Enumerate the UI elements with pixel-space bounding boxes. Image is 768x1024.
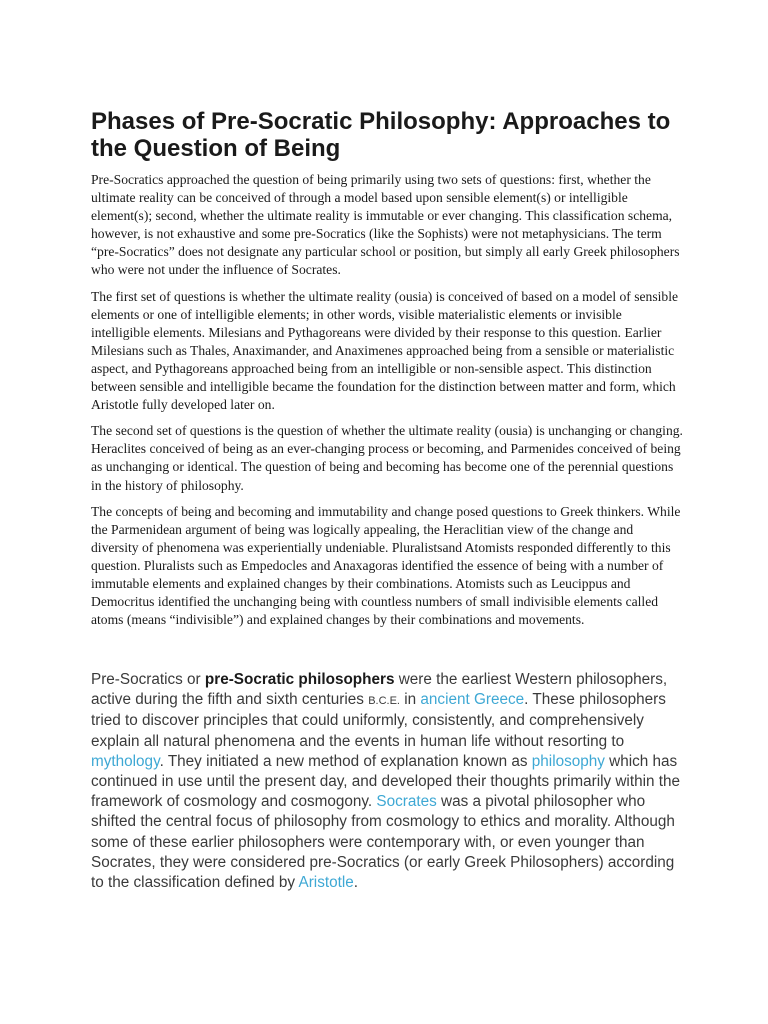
intro-text: . xyxy=(353,874,359,892)
link-mythology[interactable]: mythology xyxy=(91,752,160,770)
intro-text: was a pivotal philosopher who shifted the central focus of philosophy from cosmology to ethics and morality. Although some of these earlier philosophers were contemporary with, or even younger than Socrates, they were considered pre-Socratics (or early Greek Philosophers) according to the classification defined by xyxy=(91,793,675,892)
intro-text: . These philosophers tried to discover principles that could uniformly, consistently, and comprehensively explain all natural phenomena and the events in human life without resorting to xyxy=(91,691,666,750)
intro-text: Pre-Socratics or xyxy=(91,671,205,688)
link-aristotle[interactable]: Aristotle xyxy=(298,874,354,892)
intro-bold-term: pre-Socratic philosophers xyxy=(204,671,395,688)
link-ancient-greece[interactable]: ancient Greece xyxy=(420,691,525,709)
intro-text: . They initiated a new method of explanation known as xyxy=(159,752,532,770)
era-label: B.C.E. xyxy=(368,695,400,708)
link-philosophy[interactable]: philosophy xyxy=(531,752,605,770)
paragraph-4: The concepts of being and becoming and immutability and change posed questions to Greek thinkers. While the Parmenidean argument of being was logically appealing, the Heraclitian view of the change and diversity of phenomena was experientially undeniable. Pluralistsand Atomists responded differently to this question. Pluralists such as Empedocles and Anaxagoras identified the essence of being with a number of immutable elements and explained changes by their combinations. Atomists such as Leucippus and Democritus identified the unchanging being with countless numbers of small indivisible elements called atoms (means “indivisible”) and explained changes by their combinations and movements. xyxy=(91,503,681,628)
link-socrates[interactable]: Socrates xyxy=(376,793,437,811)
intro-paragraph xyxy=(91,670,691,893)
paragraph-3: The second set of questions is the question of whether the ultimate reality (ousia) is unchanging or changing. Heraclites conceived of being as an ever-changing process or becoming, and Parmenides conceived of being as unchanging or identical. The question of being and becoming has become one of the perennial questions in the history of philosophy. xyxy=(91,423,683,493)
intro-text: in xyxy=(400,691,421,709)
intro-text: which has continued in use until the present day, and developed their thoughts primarily within the framework of cosmology and cosmogony. xyxy=(91,752,681,811)
article-title: Phases of Pre-Socratic Philosophy: Approaches to the Question of Being xyxy=(91,108,671,162)
paragraph-1: Pre-Socratics approached the question of being primarily using two sets of questions: first, whether the ultimate reality can be conceived of through a model based upon sensible element(s) or intelligible element(s); second, whether the ultimate reality is immutable or ever changing. This classification schema, however, is not exhaustive and some pre-Socratics (like the Sophists) were not metaphysicians. The term “pre-Socratics” does not designate any particular school or position, but simply all early Greek philosophers who were not under the influence of Socrates. xyxy=(91,172,680,278)
intro-text: were the earliest Western philosophers, active during the fifth and sixth centuries xyxy=(91,671,668,709)
paragraph-2: The first set of questions is whether the ultimate reality (ousia) is conceived of based on a model of sensible elements or one of intelligible elements; in other words, visible materialistic elements or invisible intelligible elements. Milesians and Pythagoreans were divided by their response to this question. Earlier Milesians such as Thales, Anaximander, and Anaximenes approached being from a sensible or materialistic aspect, and Pythagoreans approached being from an intelligible or non-sensible aspect. This distinction between sensible and intelligible became the foundation for the distinction between matter and form, which Aristotle fully developed later on. xyxy=(91,288,679,413)
article-section xyxy=(91,108,683,637)
